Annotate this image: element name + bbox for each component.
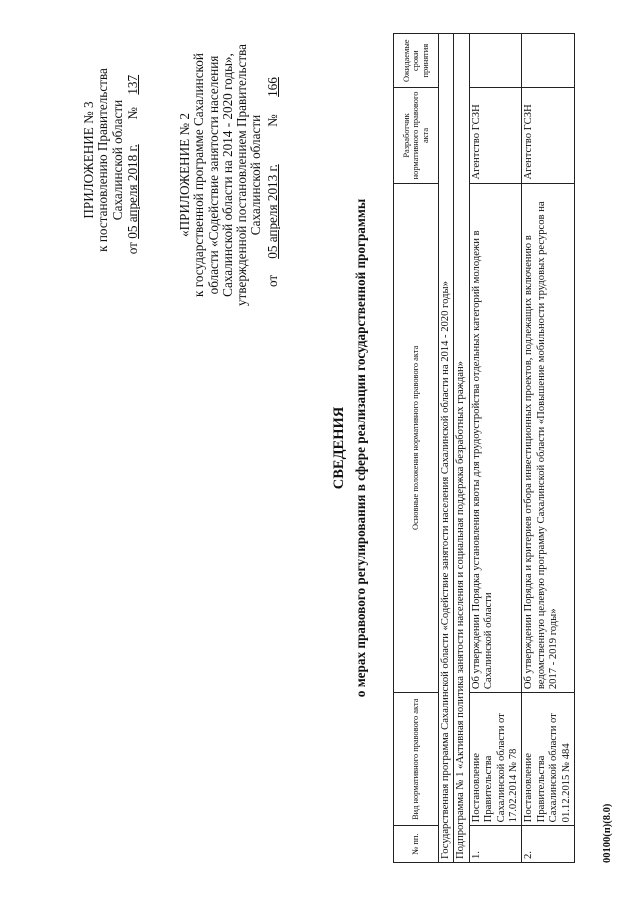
subprogram-row: [454, 34, 469, 863]
header-2-line-4: утвержденной постановлением Правительства: [234, 43, 249, 307]
date-prefix: от: [124, 242, 140, 255]
program-row-text: Государственная программа Сахалинской области «Содействие занятости населения Сахалинской области на 2014 - 2020 годы»: [439, 34, 454, 863]
header-1-line-1: к постановлению Правительства: [95, 68, 111, 252]
row-num: 2.: [522, 826, 575, 863]
row-deadline: [522, 34, 575, 88]
title-subtitle: о мерах правового регулирования в сфере реализации государственной программы: [352, 198, 368, 698]
table-row: [469, 34, 522, 863]
header-2-line-5: Сахалинской области: [248, 114, 264, 236]
number-value: 137: [124, 74, 140, 95]
header-2-date-line: [266, 20, 280, 330]
header-2: [178, 20, 280, 330]
header-1-date-line: [126, 35, 140, 285]
row-num: 1.: [469, 826, 522, 863]
appendix-3-title: ПРИЛОЖЕНИЕ № 3: [81, 101, 96, 219]
header-2-line-1: к государственной программе Сахалинской: [191, 53, 207, 297]
table-row: [522, 34, 575, 863]
document-title: [332, 33, 368, 863]
header-1-line-2: Сахалинской области: [109, 99, 125, 221]
program-row: [439, 34, 454, 863]
subprogram-row-text: Подпрограмма № 1 «Активная политика занятости населения и социальная поддержка безработных граждан»: [454, 34, 469, 863]
row-type: Постановление Правительства Сахалинской области от 01.12.2015 № 484: [522, 693, 575, 826]
number-prefix: №: [264, 114, 280, 127]
row-provisions: Об утверждении Порядка установления квоты для трудоустройства отдельных категорий молодежи в Сахалинской области: [469, 183, 522, 693]
header-provisions: Основные положения нормативного правового акта: [394, 183, 439, 693]
regulation-table: [393, 33, 575, 863]
title-main: СВЕДЕНИЯ: [331, 406, 347, 490]
number-prefix: №: [124, 107, 140, 120]
header-1: [82, 35, 140, 285]
row-type: Постановление Правительства Сахалинской области от 17.02.2014 № 78: [469, 693, 522, 826]
header-type: Вид нормативного правового акта: [394, 693, 439, 826]
header-2-line-3: Сахалинской области на 2014 - 2020 годы»,: [219, 53, 235, 297]
row-developer: Агентство ГСЗН: [522, 88, 575, 183]
header-deadline: Ожидаемые сроки принятия: [394, 34, 439, 88]
row-provisions: Об утверждении Порядка и критериев отбора инвестиционных проектов, подлежащих включению в ведомственную целевую программу Сахалинской области «Повышение мобильности трудовых ресурсов на 2017 - 2019 годы»: [522, 183, 575, 693]
row-developer: Агентство ГСЗН: [469, 88, 522, 183]
header-developer: Разработчик нормативного правового акта: [394, 88, 439, 183]
header-2-line-2: области «Содействие занятости населения: [205, 55, 221, 295]
date-prefix: от: [264, 274, 280, 287]
row-deadline: [469, 34, 522, 88]
date-value: 05 апреля 2013 г.: [264, 164, 280, 259]
footer-code: 00100(п)(8.0): [602, 803, 613, 863]
table-header-row: [394, 34, 439, 863]
header-num: № пп.: [394, 826, 439, 863]
date-value: 05 апреля 2018 г.: [124, 144, 140, 239]
appendix-2-title: «ПРИЛОЖЕНИЕ № 2: [177, 113, 192, 237]
number-value: 166: [264, 77, 280, 97]
